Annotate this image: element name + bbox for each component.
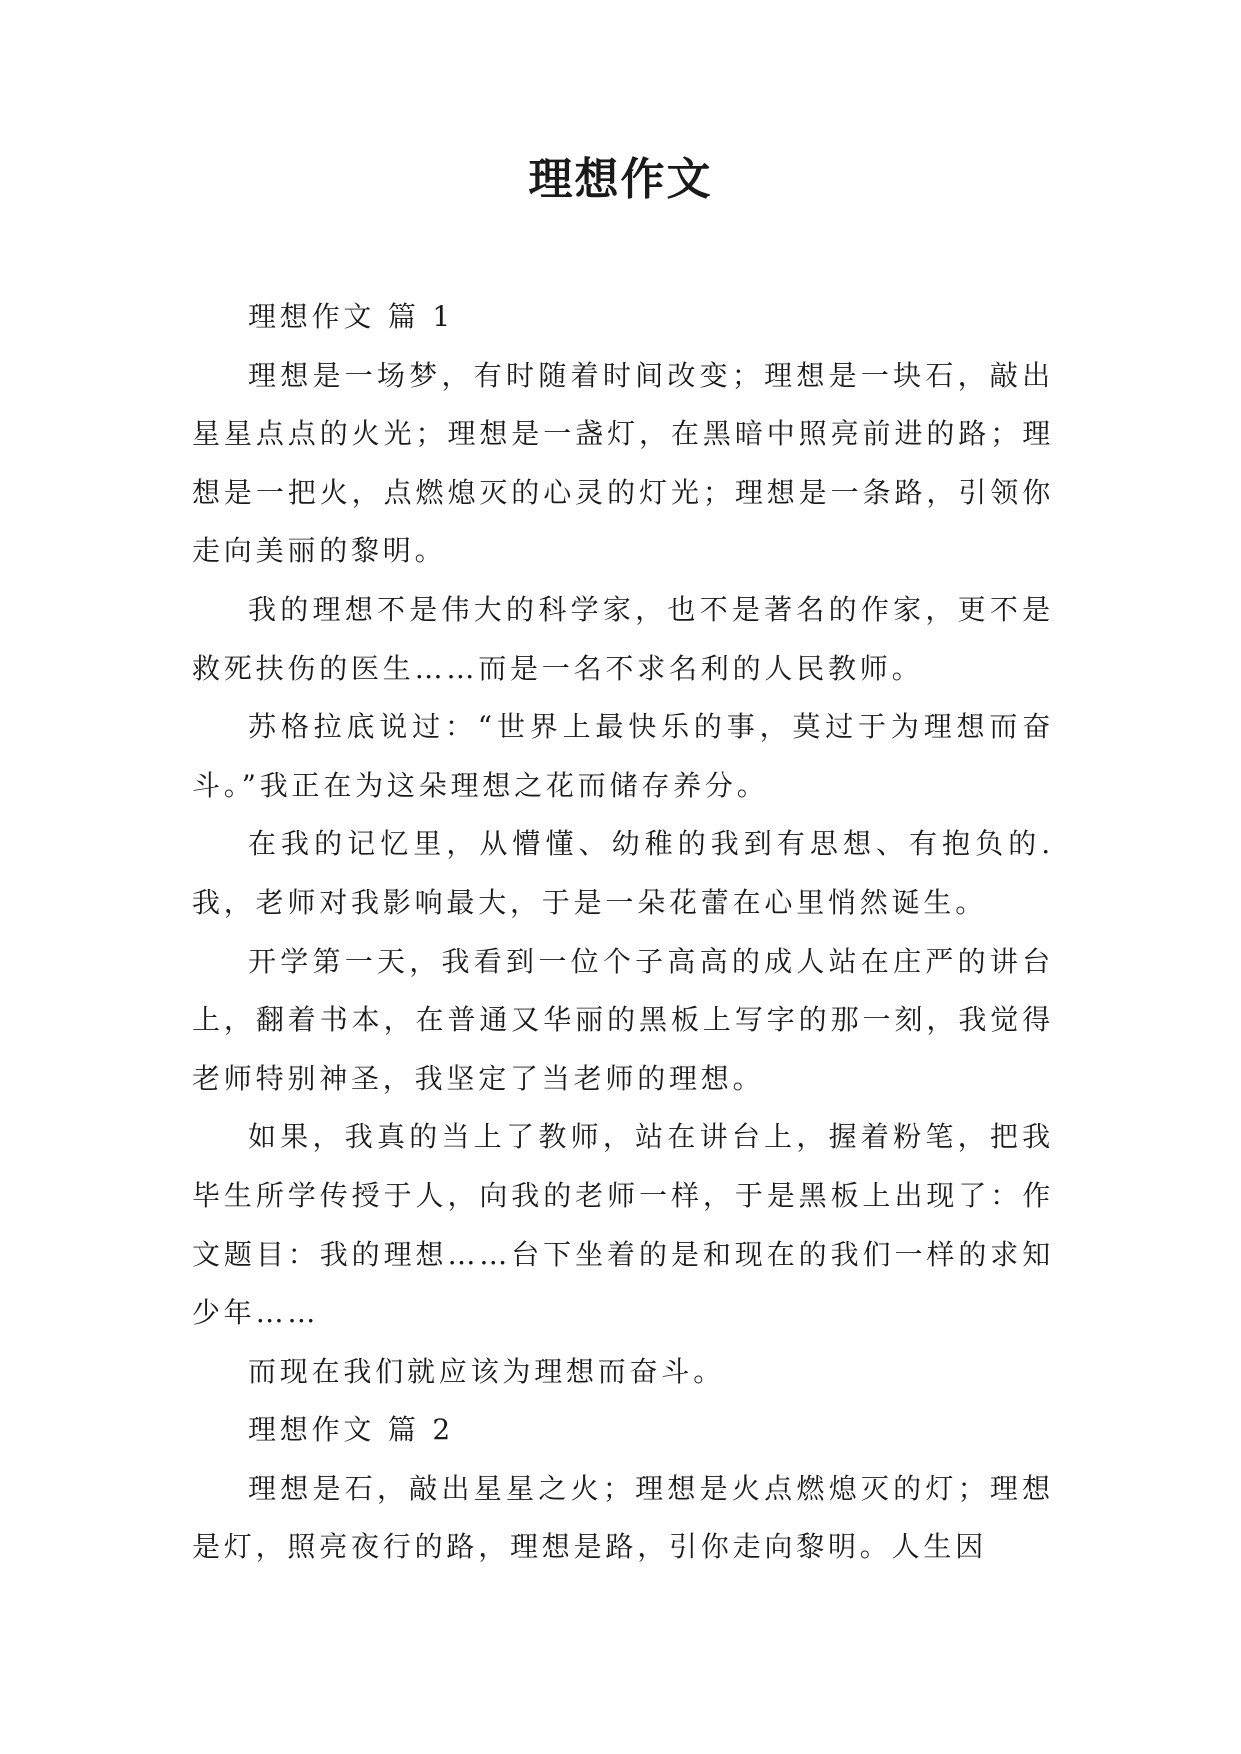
paragraph: 在我的记忆里，从懵懂、幼稚的我到有思想、有抱负的.我，老师对我影响最大，于是一朵花蕾在心里悄然诞生。 [192,827,1054,919]
document-title: 理想作文 [528,154,713,205]
section-heading: 理想作文 篇 2 [248,1413,455,1447]
paragraph: 而现在我们就应该为理想而奋斗。 [248,1354,726,1388]
paragraph: 如果，我真的当上了教师，站在讲台上，握着粉笔，把我毕生所学传授于人，向我的老师一样，于是黑板上出现了：作文题目：我的理想……台下坐着的是和现在的我们一样的求知少年…… [192,1120,1054,1330]
paragraph: 我的理想不是伟大的科学家，也不是著名的作家，更不是救死扶伤的医生……而是一名不求名利的人民教师。 [192,592,1054,685]
paragraph: 理想是一场梦，有时随着时间改变；理想是一块石，敲出星星点点的火光；理想是一盏灯，在黑暗中照亮前进的路；理想是一把火，点燃熄灭的心灵的灯光；理想是一条路，引领你走向美丽的黎明。 [192,358,1054,568]
section-heading: 理想作文 篇 1 [248,300,455,333]
paragraph: 苏格拉底说过：“世界上最快乐的事，莫过于为理想而奋斗。”我正在为这朵理想之花而储存养分。 [192,710,1054,802]
document-body [192,288,1054,1577]
paragraph: 理想是石，敲出星星之火；理想是火点燃熄灭的灯；理想是灯，照亮夜行的路，理想是路，引你走向黎明。人生因 [192,1471,1054,1564]
paragraph: 开学第一天，我看到一位个子高高的成人站在庄严的讲台上，翻着书本，在普通又华丽的黑板上写字的那一刻，我觉得老师特别神圣，我坚定了当老师的理想。 [192,944,1054,1095]
